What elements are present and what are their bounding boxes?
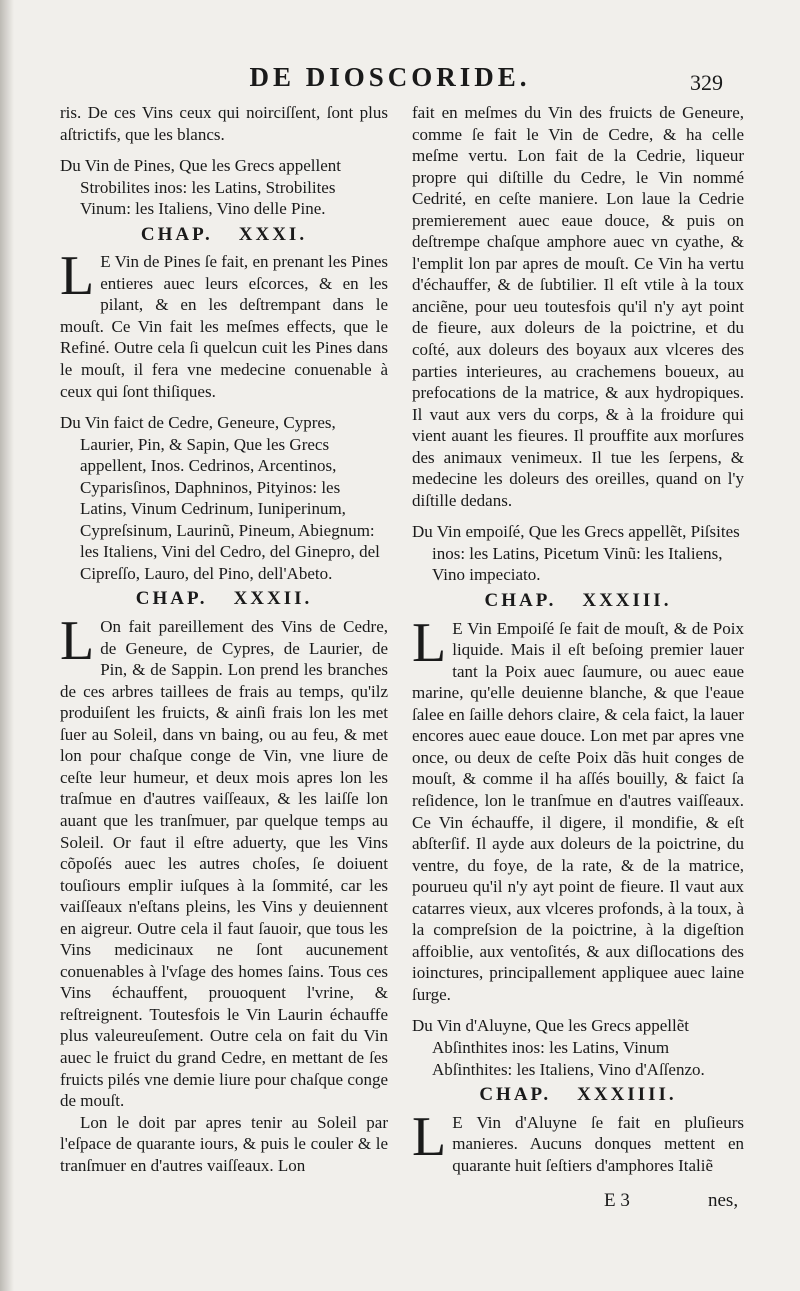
drop-cap: L bbox=[412, 611, 447, 674]
signature-mark: E 3 bbox=[604, 1190, 630, 1211]
section-subtitle: Du Vin d'Aluyne, Que les Grecs appellẽt Abſinthites inos: les Latins, Vinum Abſinthites: les Italiens, Vino d'Aſſenzo. bbox=[412, 1016, 705, 1079]
paragraph-continued: ris. De ces Vins ceux qui noirciſſent, ſont plus aſtrictifs, que les blancs. bbox=[60, 103, 388, 144]
gutter-shadow bbox=[0, 0, 14, 1291]
section-subtitle: Du Vin faict de Cedre, Geneure, Cypres, Laurier, Pin, & Sapin, Que les Grecs appellent, Inos. Cedrinos, Arcentinos, Cyparisſinos, Daphninos, Pityinos: les Latins, Vinum Cedrinum, Iuniperinum, Cypreſsinum, Laurinũ, Pineum, Abiegnum: les Italiens, Vini del Cedro, del Ginepro, del Cipreſſo, Lauro, del Pino, dell'Abeto. bbox=[60, 413, 380, 583]
paragraph-text: E Vin d'Aluyne ſe fait en pluſieurs manieres. Aucuns donques mettent en quarante huit ſeſtiers d'amphores Italiẽ bbox=[452, 1112, 744, 1175]
paragraph-text: E Vin de Pines ſe fait, en prenant les Pines entieres auec leurs eſcorces, & en les pilant, & en les deſtrempant dans le mouſt. Ce Vin fait les meſmes effects, que le Refiné. Outre cela ſi quelcun cuit les Pines dans le mouſt, il fera vne medecine conuenable à ceux qui ſont thiſiques. bbox=[60, 252, 388, 401]
chapter-heading bbox=[60, 224, 388, 246]
right-column bbox=[412, 102, 744, 1186]
left-column bbox=[60, 102, 388, 1176]
running-head: DE DIOSCORIDE. bbox=[249, 62, 531, 92]
section-subtitle: Du Vin de Pines, Que les Grecs appellent Strobilites inos: les Latins, Strobilites Vinum: les Italiens, Vino delle Pine. bbox=[60, 156, 341, 219]
drop-cap: L bbox=[412, 1105, 447, 1168]
paragraph-text: On fait pareillement des Vins de Cedre, de Geneure, de Cypres, de Laurier, de Pin, & de Sappin. Lon prend les branches de ces arbres taillees de frais au temps, qu'ilz produiſent les fruicts, & ainſi frais lon les met ſuer au Soleil, dans vn baing, ou au feu, & met lon pour chaſque conge de Vin, vne liure de ceſte leur humeur, et deux mois apres lon les traſmue en d'autres vaiſſeaux, & les laiſſe lon auant que les tranſmuer, par quelque temps au Soleil. Or faut il eſtre aduerty, que les Vins cõpoſés auec les autres choſes, ſe doiuent touſiours emplir iuſques à la ſommité, car les vaiſſeaux n'eſtans pleins, les Vins y deuiennent en aigreur. Outre cela il faut ſauoir, que tous les Vins medicinaux ne ſont aucunement conuenables à l'vſage des homes ſains. Tous ces Vins échauffent, prouoquent l'vrine, & reſtreignent. Toutesfois le Vin Laurin échauffe plus valeureuſement. Outre cela on fait du Vin auec le fruict du grand Cedre, en mettant de ſes fruicts pilés vne demie liure pour chaſque conge de mouſt. bbox=[60, 617, 388, 1111]
chapter-word: CHAP. bbox=[140, 223, 213, 245]
paragraph: Lon le doit par apres tenir au Soleil par l'eſpace de quarante iours, & puis le couler & le tranſmuer en d'autres vaiſſeaux. Lon bbox=[60, 1112, 388, 1175]
page-number: 329 bbox=[690, 70, 723, 95]
chapter-number: XXXI. bbox=[238, 223, 308, 245]
catchword: nes, bbox=[708, 1190, 739, 1211]
chapter-paragraph bbox=[412, 611, 744, 1006]
chapter-number: XXXIII. bbox=[582, 590, 672, 612]
chapter-heading bbox=[60, 588, 388, 610]
chapter-heading bbox=[412, 1084, 744, 1106]
drop-cap: L bbox=[60, 610, 95, 673]
paragraph-text: E Vin Empoiſé ſe fait de mouſt, & de Poix liquide. Mais il eſt beſoing premier lauer tant la Poix auec ſaumure, ou auec eaue marine, qu'elle deuienne blanche, & que l'eaue ſalee en ſaille dehors claire, & cela faict, la lauer encores auec eaue douce. Lon met par apres vne once, ou deux de ceſte Poix dãs huit conges de mouſt, & comme il ha aſſés bouilly, & faict ſa reſidence, lon le tranſmue en d'autres vaiſſeaux. Ce Vin échauffe, il digere, il mondifie, & eſt abſterſif. Il ayde aux doleurs de la poictrine, du ventre, du foye, de la rate, & de la matrice, pourueu qu'il n'y ayt point de fieure. Il vaut aux catarres vieux, aux vlceres profonds, à la toux, à la compreſsion de la poictrine, à la digeſtion affoiblie, aux ventoſités, & aux diſlocations des ioinctures, principallement appliquee auec laine ſurge. bbox=[412, 618, 744, 1004]
chapter-heading bbox=[412, 590, 744, 612]
page-header bbox=[0, 62, 800, 102]
paragraph-continued: fait en meſmes du Vin des fruicts de Geneure, comme ſe fait le Vin de Cedre, & ha celle meſme vertu. Lon fait de la Cedrie, liqueur propre qui diſtille du Cedre, le Vin nommé Cedrité, en ceſte maniere. Lon laue la Cedrie premierement auec eaue douce, & puis on deſtrempe chaſque amphore auec vn cyathe, & l'emplit lon par apres de mouſt. Ce Vin ha vertu d'échauffer, & de ſubtilier. Il eſt vtile à la toux anciẽne, pour ueu toutesfois qu'il n'y ayt point de fieure, aux doleurs de la poictrine, et du coſté, aux doleurs des boyaux aux vlceres des parties interieures, au crachemens boueux, au prefocations de la matrice, & aux hydropiques. Il vaut aux vers du corps, & à la froidure qui vient auant les fieures. Il prouffite aux morſures des animaux venimeux. Il tue les ſerpens, & medecine les doleurs des oreilles, quand on l'y diſtille dedans. bbox=[412, 103, 744, 510]
chapter-paragraph bbox=[60, 245, 388, 402]
drop-cap: L bbox=[60, 245, 95, 308]
chapter-paragraph bbox=[412, 1105, 744, 1177]
section-subtitle: Du Vin empoiſé, Que les Grecs appellẽt, Piſsites inos: les Latins, Picetum Vinũ: les Italiens, Vino impeciato. bbox=[412, 522, 740, 585]
chapter-word: CHAP. bbox=[484, 590, 557, 612]
chapter-number: XXXIIII. bbox=[577, 1084, 677, 1106]
chapter-paragraph bbox=[60, 610, 388, 1112]
chapter-number: XXXII. bbox=[233, 588, 313, 610]
chapter-word: CHAP. bbox=[135, 588, 208, 610]
chapter-word: CHAP. bbox=[479, 1084, 552, 1106]
